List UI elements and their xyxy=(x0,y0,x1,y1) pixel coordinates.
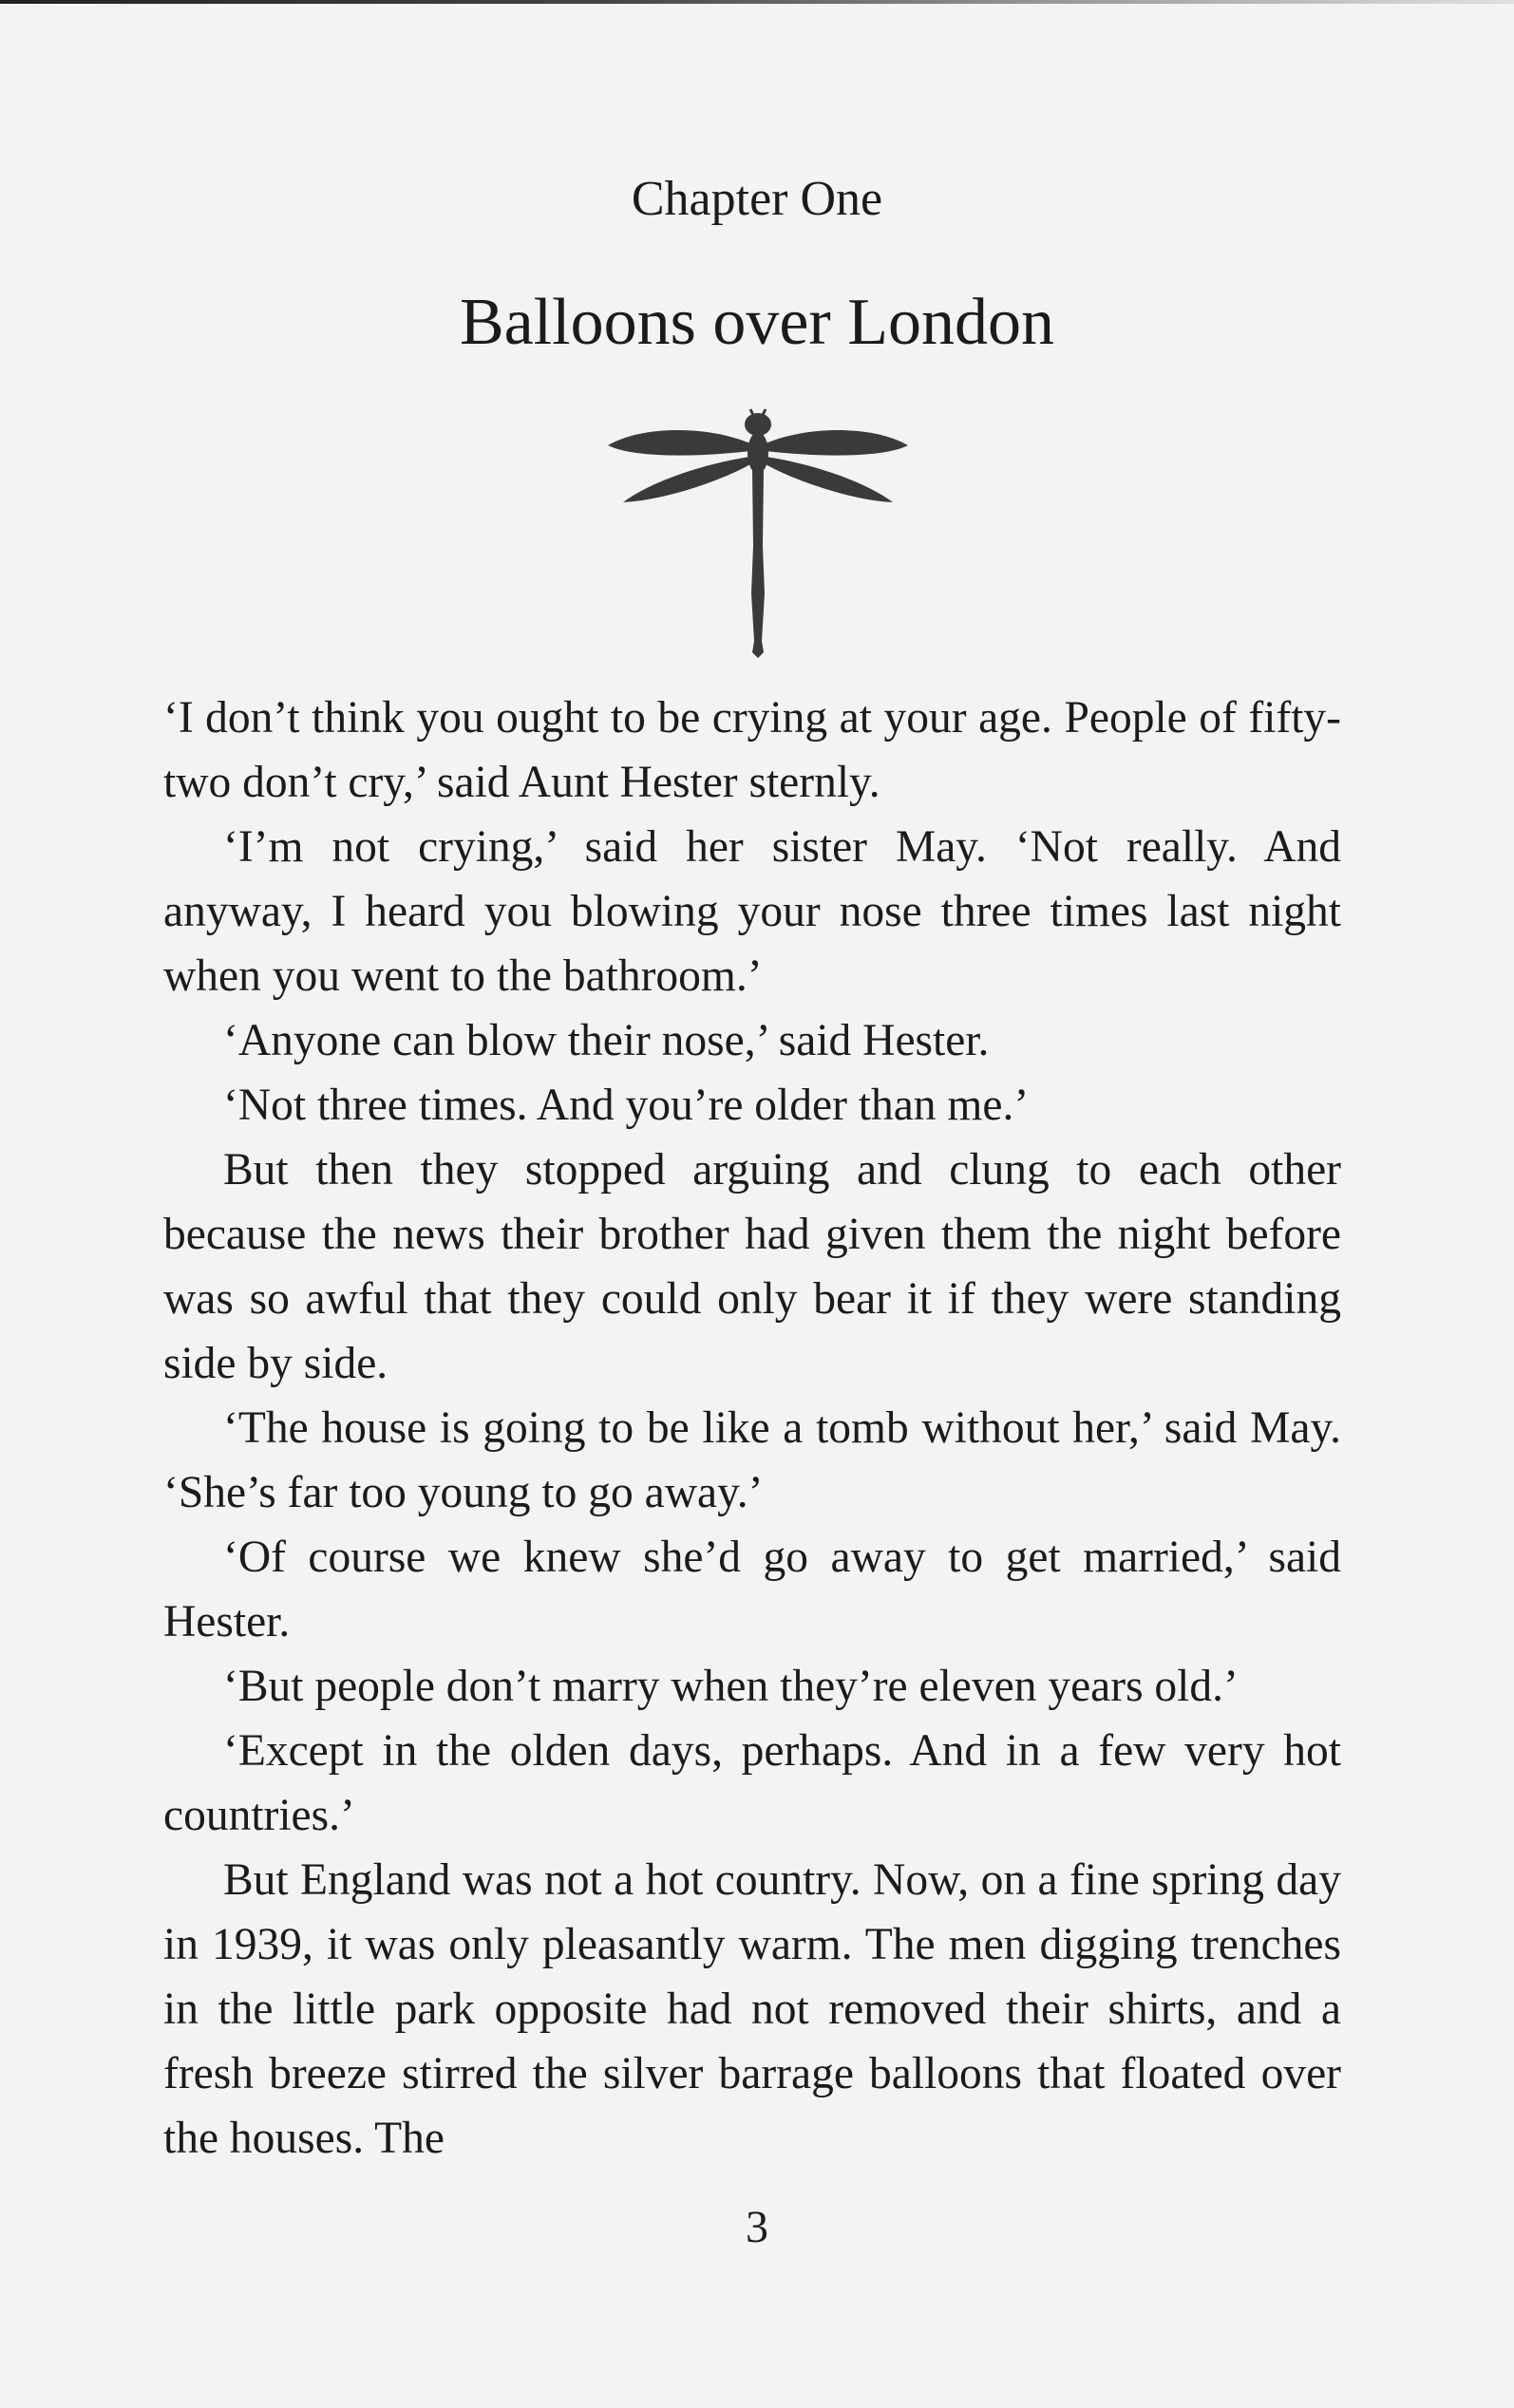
paragraph: But then they stopped arguing and clung to each other because the news their brother had given them the night before was so awful that they could only bear it if they were standing side by side. xyxy=(163,1145,1341,1388)
paragraph: ‘Except in the olden days, perhaps. And in a few very hot countries.’ xyxy=(163,1726,1341,1840)
paragraph: ‘Anyone can blow their nose,’ said Hester. xyxy=(223,1016,990,1065)
paragraph: ‘But people don’t marry when they’re eleven years old.’ xyxy=(223,1662,1239,1711)
page-number: 3 xyxy=(746,2202,768,2252)
chapter-title: Balloons over London xyxy=(459,286,1055,359)
page-top-edge xyxy=(0,0,1514,4)
paragraph: ‘Of course we knew she’d go away to get married,’ said Hester. xyxy=(163,1533,1341,1646)
paragraph: ‘I don’t think you ought to be crying at your age. People of fifty-two don’t cry,’ said Aunt Hester sternly. xyxy=(163,693,1341,807)
dragonfly-icon xyxy=(596,404,919,660)
paragraph: ‘I’m not crying,’ said her sister May. ‘Not really. And anyway, I heard you blowing your nose three times last night when you went to the bathroom.’ xyxy=(163,822,1341,1001)
paragraph: ‘Not three times. And you’re older than me.’ xyxy=(223,1081,1030,1130)
paragraph: But England was not a hot country. Now, on a fine spring day in 1939, it was only pleasantly warm. The men digging trenches in the little park opposite had not removed their shirts, and a fresh breeze stirred the silver barrage balloons that floated over the houses. The xyxy=(163,1855,1341,2163)
paragraph: ‘The house is going to be like a tomb without her,’ said May. ‘She’s far too young to go away.’ xyxy=(163,1403,1341,1517)
chapter-label: Chapter One xyxy=(631,172,883,226)
chapter-body xyxy=(163,686,1341,2171)
